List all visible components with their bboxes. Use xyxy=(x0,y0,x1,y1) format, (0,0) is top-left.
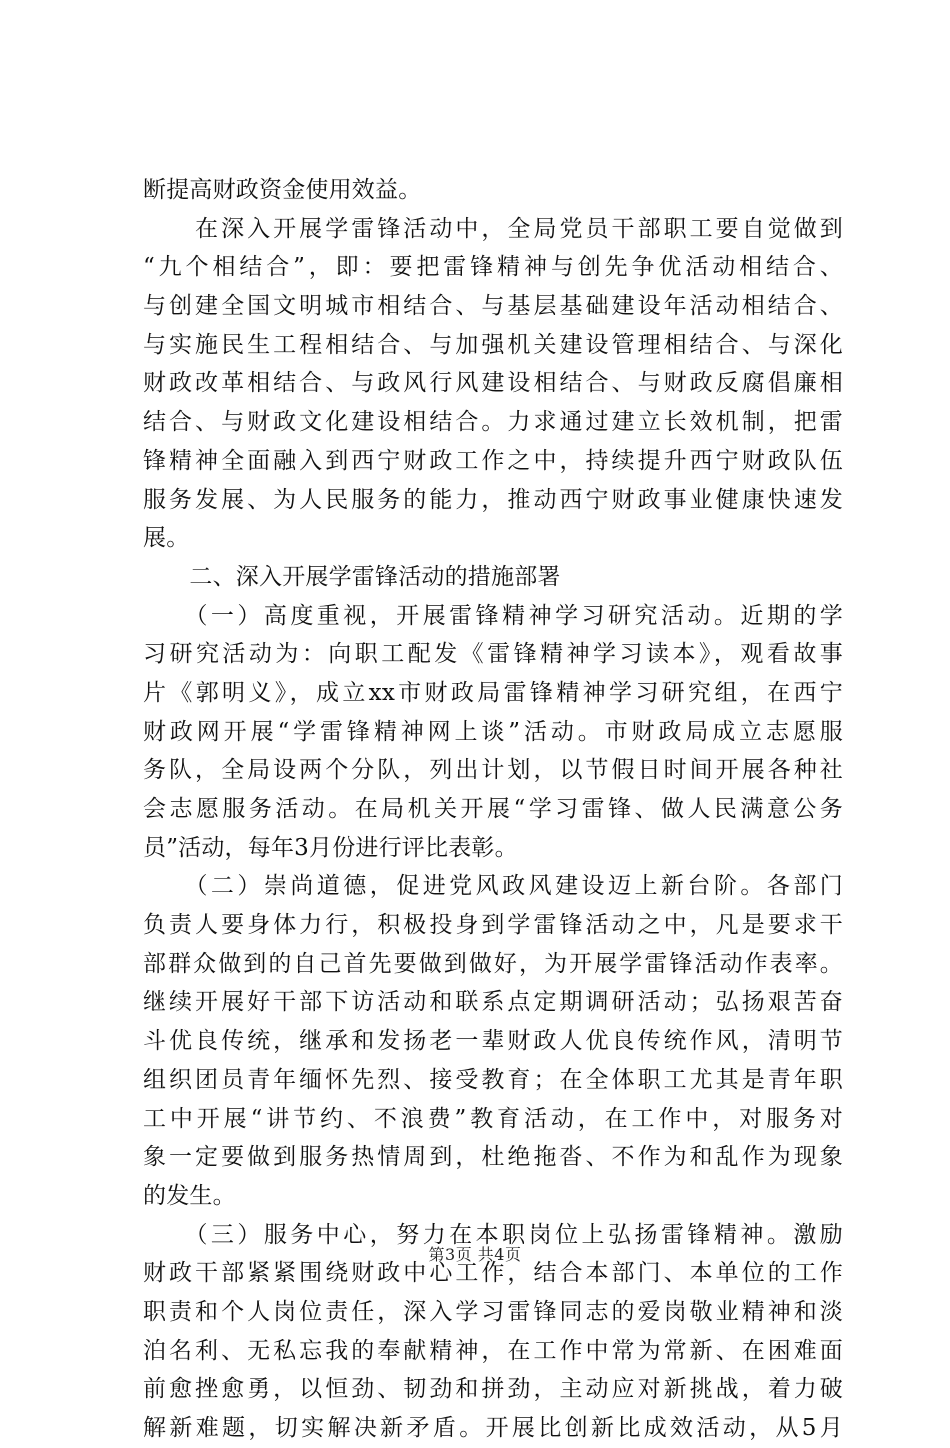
text-line: 服务发展、为人民服务的能力，推动西宁财政事业健康快速发 xyxy=(143,486,843,513)
text-line: “九个相结合”，即：要把雷锋精神与创先争优活动相结合、 xyxy=(143,254,843,281)
text-line: 工中开展“讲节约、不浪费”教育活动，在工作中，对服务对 xyxy=(143,1105,843,1132)
text-line: 锋精神全面融入到西宁财政工作之中，持续提升西宁财政队伍 xyxy=(143,447,843,474)
text-line: 斗优良传统，继承和发扬老一辈财政人优良传统作风，清明节 xyxy=(143,1028,843,1055)
text-line: 财政干部紧紧围绕财政中心工作，结合本部门、本单位的工作 xyxy=(143,1260,843,1287)
page-number-footer: 第3页 共4页 xyxy=(428,1245,522,1264)
text-line: （三）服务中心，努力在本职岗位上弘扬雷锋精神。激励 xyxy=(143,1221,843,1248)
text-line: 习研究活动为：向职工配发《雷锋精神学习读本》，观看故事 xyxy=(143,641,843,668)
text-line: 泊名利、无私忘我的奉献精神，在工作中常为常新、在困难面 xyxy=(143,1337,843,1364)
text-line: 展。 xyxy=(143,525,190,552)
text-line: 与创建全国文明城市相结合、与基层基础建设年活动相结合、 xyxy=(143,293,843,320)
text-line: 象一定要做到服务热情周到，杜绝拖沓、不作为和乱作为现象 xyxy=(143,1144,843,1171)
text-line: 结合、与财政文化建设相结合。力求通过建立长效机制，把雷 xyxy=(143,409,843,436)
text-line: 财政网开展“学雷锋精神网上谈”活动。市财政局成立志愿服 xyxy=(143,718,843,745)
text-line: 断提高财政资金使用效益。 xyxy=(143,177,422,203)
text-line: 部群众做到的自己首先要做到做好，为开展学雷锋活动作表率。 xyxy=(143,950,843,977)
text-line: 组织团员青年缅怀先烈、接受教育；在全体职工尤其是青年职 xyxy=(143,1066,843,1093)
text-line: 与实施民生工程相结合、与加强机关建设管理相结合、与深化 xyxy=(143,331,843,358)
text-line: 的发生。 xyxy=(143,1182,236,1209)
section-heading: 二、深入开展学雷锋活动的措施部署 xyxy=(143,563,561,590)
text-line: （一）高度重视，开展雷锋精神学习研究活动。近期的学 xyxy=(143,602,843,629)
text-line: （二）崇尚道德，促进党风政风建设迈上新台阶。各部门 xyxy=(143,873,843,900)
text-line: 职责和个人岗位责任，深入学习雷锋同志的爱岗敬业精神和淡 xyxy=(143,1298,843,1325)
text-line: 解新难题，切实解决新矛盾。开展比创新比成效活动，从5月 xyxy=(143,1415,843,1441)
text-line: 财政改革相结合、与政风行风建设相结合、与财政反腐倡廉相 xyxy=(143,370,843,397)
text-line: 负责人要身体力行，积极投身到学雷锋活动之中，凡是要求干 xyxy=(143,912,843,939)
text-line: 片《郭明义》，成立xx市财政局雷锋精神学习研究组，在西宁 xyxy=(143,679,843,706)
text-line: 务队，全局设两个分队，列出计划，以节假日时间开展各种社 xyxy=(143,757,843,784)
text-line: 在深入开展学雷锋活动中，全局党员干部职工要自觉做到 xyxy=(143,215,843,242)
text-line: 前愈挫愈勇，以恒劲、韧劲和拼劲，主动应对新挑战，着力破 xyxy=(143,1376,843,1403)
text-line: 会志愿服务活动。在局机关开展“学习雷锋、做人民满意公务 xyxy=(143,796,843,822)
text-line: 继续开展好干部下访活动和联系点定期调研活动；弘扬艰苦奋 xyxy=(143,989,843,1016)
text-line: 员”活动，每年3月份进行评比表彰。 xyxy=(143,834,518,861)
